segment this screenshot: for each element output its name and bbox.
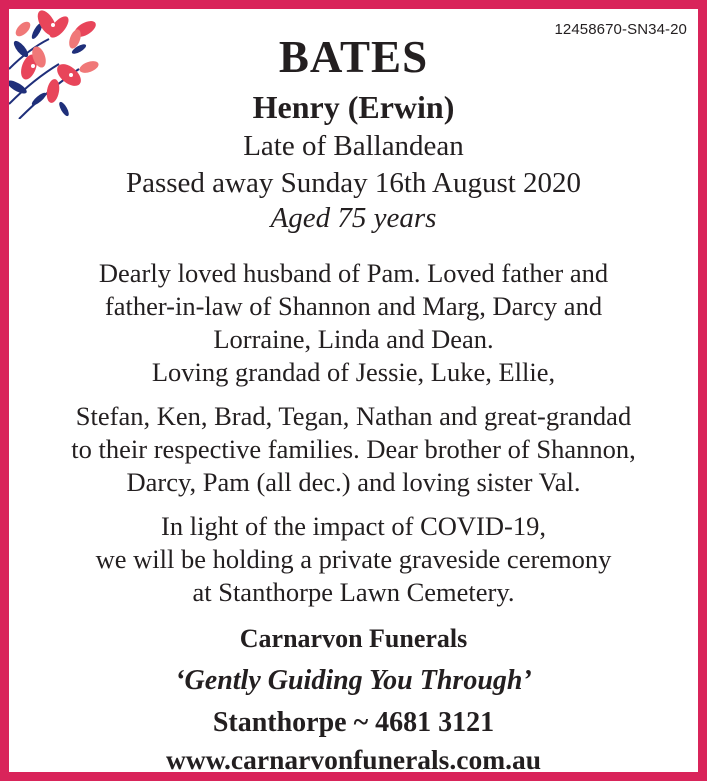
- text-line: Stefan, Ken, Brad, Tegan, Nathan and great-grandad: [75, 401, 632, 431]
- text-line: Loving grandad of Jessie, Luke, Ellie,: [151, 357, 556, 387]
- given-name: Henry (Erwin): [252, 89, 455, 125]
- text-line: Lorraine, Linda and Dean.: [213, 324, 494, 354]
- covid-paragraph: [9, 510, 698, 609]
- family-paragraph-1: [9, 257, 698, 389]
- residence-line: Late of Ballandean: [243, 130, 464, 162]
- family-paragraph-2: [9, 400, 698, 499]
- text-line: Dearly loved husband of Pam. Loved father and: [98, 258, 609, 288]
- age-line: Aged 75 years: [270, 202, 437, 234]
- ad-reference-number: 12458670-SN34-20: [554, 21, 687, 38]
- text-line: at Stanthorpe Lawn Cemetery.: [192, 577, 515, 607]
- text-line: Darcy, Pam (all dec.) and loving sister Val.: [126, 467, 581, 497]
- funeral-home-tagline: ‘Gently Guiding You Through’: [175, 665, 532, 696]
- funeral-home-name: Carnarvon Funerals: [239, 624, 468, 653]
- text-line: father-in-law of Shannon and Marg, Darcy and: [104, 291, 603, 321]
- text-line: to their respective families. Dear brother of Shannon,: [71, 434, 636, 464]
- funeral-home-phone: Stanthorpe ~ 4681 3121: [212, 707, 495, 738]
- funeral-home-website: www.carnarvonfunerals.com.au: [165, 744, 542, 775]
- text-line: In light of the impact of COVID-19,: [161, 511, 546, 541]
- surname-heading: BATES: [278, 32, 429, 82]
- text-line: we will be holding a private graveside ceremony: [95, 544, 612, 574]
- passed-away-line: Passed away Sunday 16th August 2020: [125, 167, 582, 199]
